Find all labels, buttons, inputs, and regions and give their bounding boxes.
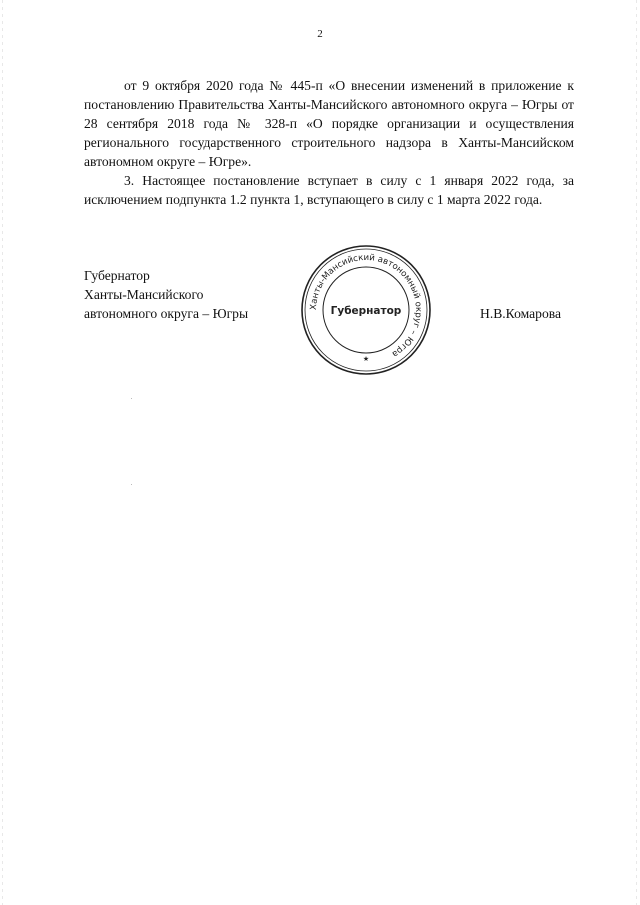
scan-artifact (131, 484, 132, 485)
document-body (84, 76, 574, 209)
paragraph-continuation: от 9 октября 2020 года № 445-п «О внесении изменений в приложение к постановлению Правительства Ханты-Мансийского автономного округа – Югры от 28 сентября 2018 года № 328-п «О порядке организации и осуществления регионального государственного строительного надзора в Ханты-Мансийском автономном округе – Югре». (84, 78, 574, 169)
scan-artifact (131, 398, 132, 399)
stamp-ring-text: Ханты-Мансийский автономный округ – Югра (308, 252, 424, 359)
official-stamp (300, 244, 432, 376)
signatory-title-line-1: Губернатор (84, 268, 150, 283)
signatory-title-line-3: автономного округа – Югры (84, 306, 249, 321)
page-number: 2 (317, 28, 323, 40)
stamp-star: ★ (362, 355, 370, 363)
signatory-title-line-2: Ханты-Мансийского (84, 287, 204, 302)
signatory-title (84, 266, 248, 323)
signatory-name: Н.В.Комарова (480, 306, 562, 321)
stamp-center-text: Губернатор (330, 305, 402, 317)
scan-edge-right (636, 0, 637, 905)
paragraph-3: 3. Настоящее постановление вступает в силу с 1 января 2022 года, за исключением подпункта 1.2 пункта 1, вступающего в силу с 1 марта 2022 года. (84, 173, 574, 207)
scan-edge-left (2, 0, 3, 905)
